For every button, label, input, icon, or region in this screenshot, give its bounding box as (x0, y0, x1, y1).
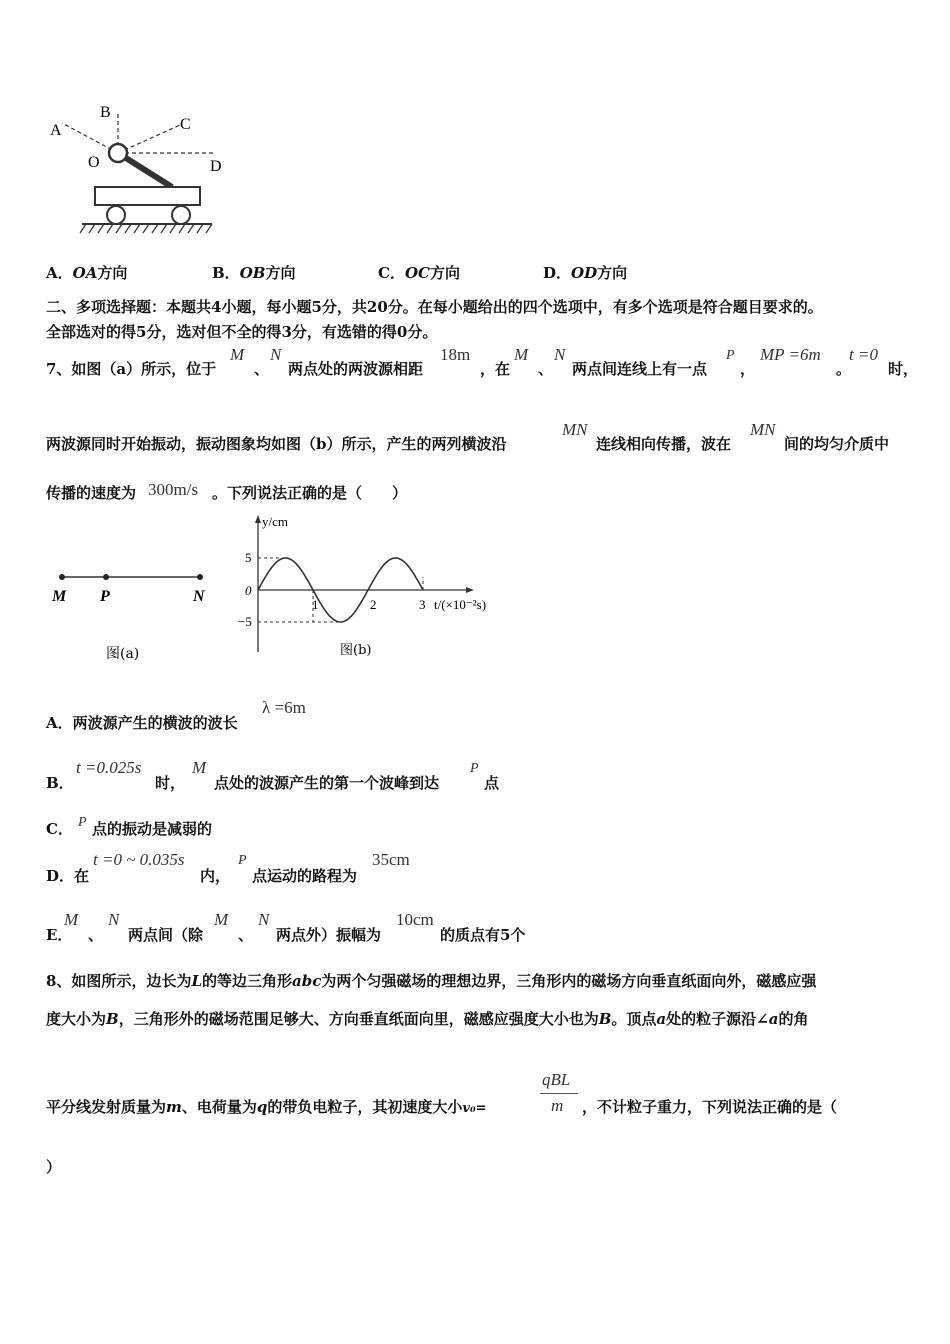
q6-option-D[interactable]: D．OD方向 (543, 264, 628, 282)
q7-optE-M2: M (214, 910, 229, 929)
q7-text-3b: 。下列说法正确的是（ ） (212, 484, 408, 502)
q7-var-N2: N (554, 345, 566, 364)
q7-var-P: P (726, 348, 735, 363)
ball (109, 144, 127, 162)
label-B: B (100, 104, 111, 121)
q7-optB-t: t =0.025s (76, 758, 142, 777)
q7-text-1g: 时， (888, 360, 919, 378)
q7-var-M: M (230, 345, 245, 364)
q7-optD-dist: 35cm (372, 850, 410, 869)
q7-option-D[interactable]: D．在 (46, 867, 90, 885)
q7-text-2c: 间的均匀介质中 (784, 435, 890, 453)
q7-text-2a: 两波源同时开始振动，振动图象均如图（b）所示，产生的两列横波沿 (46, 435, 507, 453)
y-tick-5: 5 (245, 550, 252, 565)
q7-text-1a: 7、如图（a）所示，位于 (46, 360, 217, 378)
q7-optE-text-b: 两点间（除 (128, 926, 204, 944)
q7-text-1b: 两点处的两波源相距 (288, 360, 424, 378)
q8-line3-d: ，不计粒子重力，下列说法正确的是（ (582, 1098, 838, 1116)
cart-figure (40, 95, 240, 245)
cart-body (95, 187, 200, 205)
caption-a: 图(a) (106, 646, 140, 662)
q7-optE-N2: N (258, 910, 270, 929)
y-tick-neg5: −5 (238, 614, 252, 629)
q8-line2: 度大小为B，三角形外的磁场范围足够大、方向垂直纸面向里，磁感应强度大小也为B。顶点a处的粒子源沿∠a的角 (46, 1010, 809, 1028)
q7-option-B[interactable]: B． (46, 774, 74, 792)
point-N (197, 574, 203, 580)
q7-var-M2: M (514, 345, 529, 364)
q7-speed: 300m/s (148, 480, 199, 499)
q7-option-E[interactable]: E． (46, 926, 73, 944)
q7-optE-sep1: 、 (88, 926, 104, 944)
label-O: O (88, 154, 100, 171)
q7-optD-text-c: 点运动的路程为 (252, 867, 358, 885)
q6-option-A[interactable]: A．OA方向 (46, 264, 128, 282)
q7-var-N: N (270, 345, 282, 364)
figure-a (40, 560, 230, 670)
q7-MN-2: MN (750, 420, 776, 439)
q7-sep-2: 、 (538, 360, 554, 378)
q7-text-1c: ，在 (480, 360, 511, 378)
q8-fraction-denominator: m (551, 1096, 564, 1115)
q7-text-3a: 传播的速度为 (46, 484, 137, 502)
figure-b-chart (228, 512, 518, 662)
q7-MP: MP =6m (760, 345, 821, 364)
wheel-left (107, 206, 125, 224)
q7-dot: 。 (836, 360, 852, 378)
q7-optB-text-b: 时， (155, 774, 186, 792)
q7-optE-amp: 10cm (396, 910, 434, 929)
q7-text-1f: ， (740, 360, 756, 378)
q7-optC-text-b: 点的振动是减弱的 (92, 820, 213, 838)
q7-optC-P: P (78, 815, 87, 830)
x-tick-3: 3 (419, 597, 426, 612)
label-A: A (50, 122, 62, 139)
label-M: M (52, 588, 67, 605)
y-axis-arrow (255, 515, 261, 523)
q7-sep-1: 、 (254, 360, 270, 378)
q8-line1: 8、如图所示，边长为L的等边三角形abc为两个匀强磁场的理想边界，三角形内的磁场方向垂直纸面向外，磁感应强 (46, 972, 817, 990)
q7-text-1e: 两点间连线上有一点 (572, 360, 708, 378)
q7-optA-lambda: λ =6m (262, 698, 306, 717)
x-axis-label: t/(×10⁻²s) (434, 597, 487, 612)
q7-text-2b: 连线相向传播，波在 (596, 435, 732, 453)
y-axis-label: y/cm (262, 514, 288, 529)
q7-optB-M: M (192, 758, 207, 777)
q7-optE-N: N (108, 910, 120, 929)
point-M (59, 574, 65, 580)
label-C: C (180, 116, 191, 133)
q7-t0: t =0 (849, 345, 878, 364)
y-tick-0: 0 (245, 583, 252, 598)
q7-optE-text-d: 的质点有5个 (440, 926, 526, 944)
q8-line4: ） (46, 1158, 62, 1176)
q7-optE-M: M (64, 910, 79, 929)
x-axis-arrow (466, 587, 474, 593)
q7-MN-1: MN (562, 420, 588, 439)
wheel-right (172, 206, 190, 224)
q7-optB-P: P (470, 761, 479, 776)
q6-option-C[interactable]: C．OC方向 (378, 264, 460, 282)
q8-line3-a: 平分线发射质量为m、电荷量为q的带负电粒子，其初速度大小v₀= (46, 1098, 487, 1116)
q7-optD-t: t =0 ~ 0.035s (93, 850, 185, 869)
q7-optB-text-c: 点处的波源产生的第一个波峰到达 (214, 774, 440, 792)
q7-distance: 18m (440, 345, 471, 364)
label-N: N (193, 588, 205, 605)
x-tick-1: 1 (312, 597, 319, 612)
q7-optE-sep2: 、 (238, 926, 254, 944)
x-tick-2: 2 (370, 597, 377, 612)
q7-optD-text-b: 内， (200, 867, 231, 885)
q6-option-B[interactable]: B．OB方向 (212, 264, 296, 282)
section2-line2: 全部选对的得5分，选对但不全的得3分，有选错的得0分。 (46, 323, 438, 341)
q7-option-C[interactable]: C． (46, 820, 73, 838)
q7-optB-text-d: 点 (484, 774, 500, 792)
q7-option-A[interactable]: A．两波源产生的横波的波长 (46, 714, 238, 732)
caption-b: 图(b) (340, 643, 372, 658)
q8-fraction-bar (540, 1093, 578, 1094)
q8-fraction-numerator: qBL (542, 1070, 571, 1089)
q7-optE-text-c: 两点外）振幅为 (276, 926, 382, 944)
label-D: D (210, 158, 222, 175)
label-P: P (100, 588, 110, 605)
section2-line1: 二、多项选择题：本题共4小题，每小题5分，共20分。在每小题给出的四个选项中，有多个选项是符合题目要求的。 (46, 298, 823, 316)
point-P (103, 574, 109, 580)
q7-optD-P: P (238, 853, 247, 868)
